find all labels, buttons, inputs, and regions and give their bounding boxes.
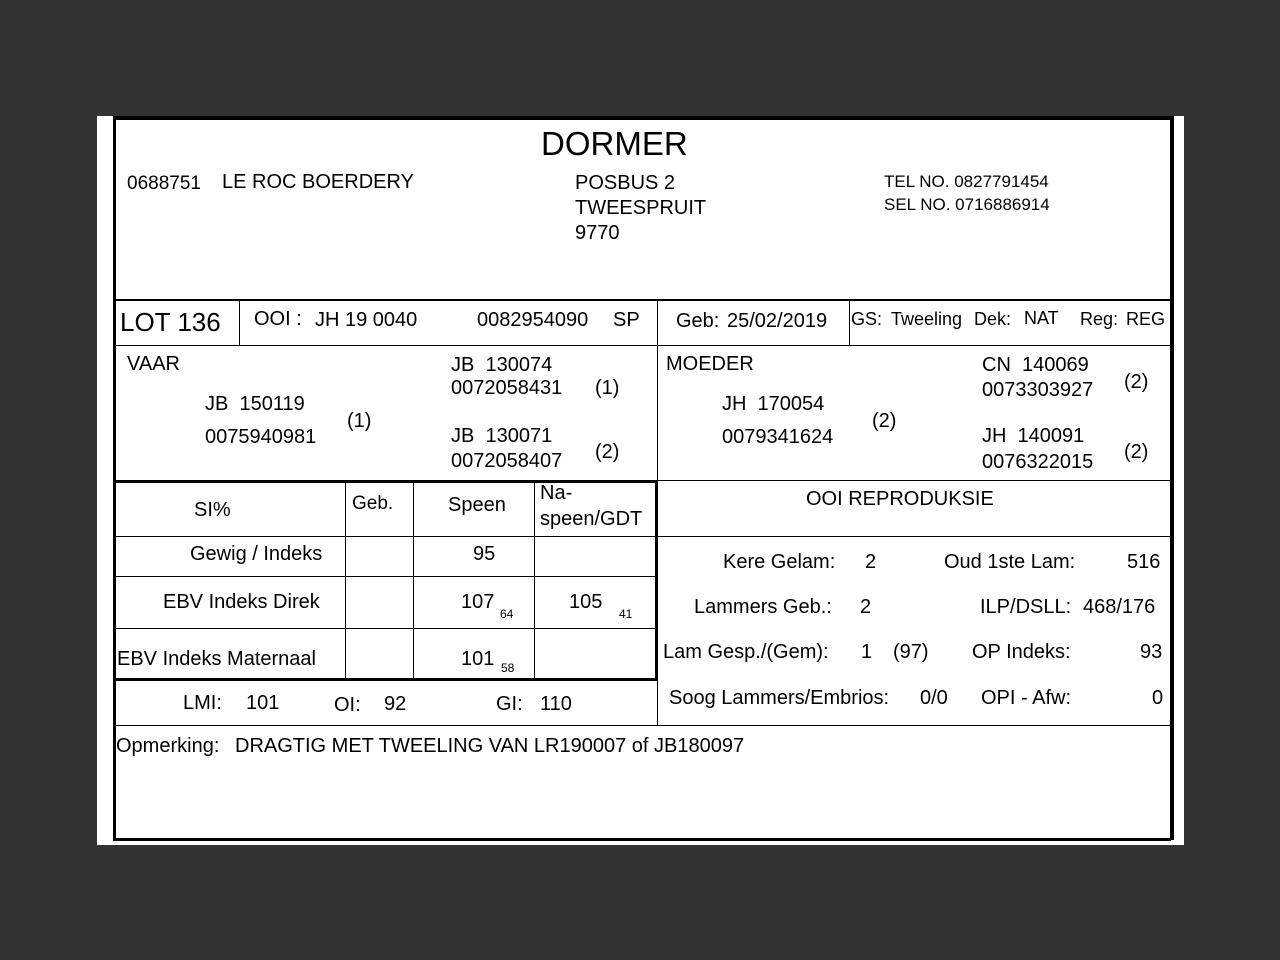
gi-label: GI: (496, 693, 523, 715)
lot-number: LOT 136 (120, 307, 221, 337)
lot-card (97, 116, 1184, 845)
soog-lammers-label: Soog Lammers/Embrios: (669, 687, 890, 709)
sire-sire-mark: (1) (595, 377, 620, 399)
divider (345, 482, 346, 679)
naspeen-header-1: Na- (540, 482, 573, 504)
divider (113, 299, 1171, 301)
gs-label: GS: (851, 309, 883, 329)
sire-mark: (1) (347, 410, 372, 432)
op-indeks-label: OP Indeks: (972, 641, 1071, 663)
row-label: Gewig / Indeks (190, 543, 323, 565)
moeder-label: MOEDER (666, 353, 754, 375)
address-line: TWEESPRUIT (575, 197, 707, 219)
reg-label: Reg: (1080, 309, 1119, 329)
ilp-dsll-value: 468/176 (1083, 596, 1156, 618)
dam-sire-id: CN 140069 (982, 354, 1089, 376)
sire-id: JB 150119 (205, 393, 305, 415)
dek-value: NAT (1024, 308, 1059, 328)
farm-name: LE ROC BOERDERY (222, 171, 414, 193)
lam-gesp-label: Lam Gesp./(Gem): (663, 641, 829, 663)
lammers-geb-value: 2 (860, 596, 872, 618)
lmi-label: LMI: (183, 692, 222, 714)
kere-gelam-label: Kere Gelam: (723, 551, 836, 573)
sire-number: 0075940981 (205, 426, 317, 448)
sire-dam-mark: (2) (595, 441, 620, 463)
lam-gesp-value: 1 (861, 641, 873, 663)
dam-sire-mark: (2) (1124, 371, 1149, 393)
dam-id: JH 170054 (722, 393, 825, 415)
remark-text: DRAGTIG MET TWEELING VAN LR190007 of JB180097 (235, 735, 745, 757)
divider (413, 482, 414, 679)
divider (113, 725, 1171, 726)
sire-dam-id: JB 130071 (451, 425, 553, 447)
divider (655, 482, 658, 680)
speen-value: 107 (461, 591, 495, 613)
reg-value: REG (1126, 309, 1166, 329)
oi-value: 92 (384, 693, 407, 715)
sire-sire-number: 0072058431 (451, 377, 563, 399)
birth-date: 25/02/2019 (727, 310, 828, 332)
kere-gelam-value: 2 (865, 551, 877, 573)
speen-subscript: 64 (500, 607, 514, 621)
opi-afw-value: 0 (1152, 687, 1164, 709)
naspeen-header-2: speen/GDT (540, 508, 643, 530)
frame-bottom (113, 838, 1171, 841)
cell-number: SEL NO. 0716886914 (884, 195, 1050, 214)
remark-label: Opmerking: (116, 735, 220, 757)
sire-dam-number: 0072058407 (451, 450, 563, 472)
frame-left (113, 116, 116, 840)
reproduction-title: OOI REPRODUKSIE (806, 488, 994, 510)
naspeen-subscript: 41 (619, 607, 633, 621)
opi-afw-label: OPI - Afw: (981, 687, 1072, 709)
ooi-label: OOI : (254, 308, 302, 330)
dam-dam-number: 0076322015 (982, 451, 1094, 473)
member-number: 0688751 (127, 173, 201, 194)
divider (113, 678, 658, 681)
soog-lammers-value: 0/0 (920, 687, 948, 709)
ilp-dsll-label: ILP/DSLL: (980, 596, 1072, 618)
divider (115, 576, 658, 577)
divider (658, 480, 1171, 481)
divider (849, 300, 850, 346)
vaar-label: VAAR (127, 353, 180, 375)
divider (239, 300, 240, 346)
oud-1ste-lam-label: Oud 1ste Lam: (944, 551, 1076, 573)
dam-sire-number: 0073303927 (982, 379, 1094, 401)
dek-label: Dek: (974, 309, 1012, 329)
naspeen-value: 105 (569, 591, 603, 613)
breed-title: DORMER (541, 125, 688, 162)
grade: SP (613, 309, 640, 331)
speen-header: Speen (448, 494, 506, 516)
speen-subscript: 58 (501, 661, 515, 675)
sire-sire-id: JB 130074 (451, 354, 553, 376)
gi-value: 110 (540, 693, 572, 715)
row-label: EBV Indeks Direk (163, 591, 320, 613)
divider (115, 628, 658, 629)
speen-value: 95 (473, 543, 496, 565)
oud-1ste-lam-value: 516 (1127, 551, 1161, 573)
divider (113, 480, 658, 483)
lam-gem-value: (97) (893, 641, 929, 663)
birth-label: Geb: (676, 310, 720, 332)
speen-value: 101 (461, 648, 495, 670)
dam-dam-id: JH 140091 (982, 425, 1085, 447)
lmi-value: 101 (246, 692, 280, 714)
divider (658, 536, 1171, 537)
divider (113, 345, 1171, 346)
frame-top (113, 116, 1171, 120)
divider (534, 482, 535, 679)
lammers-geb-label: Lammers Geb.: (694, 596, 832, 618)
dam-mark: (2) (872, 410, 897, 432)
oi-label: OI: (334, 694, 361, 716)
tel-number: TEL NO. 0827791454 (884, 172, 1049, 191)
dam-number: 0079341624 (722, 426, 834, 448)
ooi-id: JH 19 0040 (315, 309, 418, 331)
address-line: 9770 (575, 222, 620, 244)
frame-right (1170, 116, 1174, 840)
si-header: SI% (194, 499, 231, 521)
registration-number: 0082954090 (477, 309, 589, 331)
op-indeks-value: 93 (1140, 641, 1163, 663)
row-label: EBV Indeks Maternaal (117, 648, 316, 670)
address-line: POSBUS 2 (575, 172, 676, 194)
dam-dam-mark: (2) (1124, 441, 1149, 463)
geb-header: Geb. (352, 493, 394, 514)
divider (115, 536, 658, 537)
gs-value: Tweeling (891, 309, 963, 329)
